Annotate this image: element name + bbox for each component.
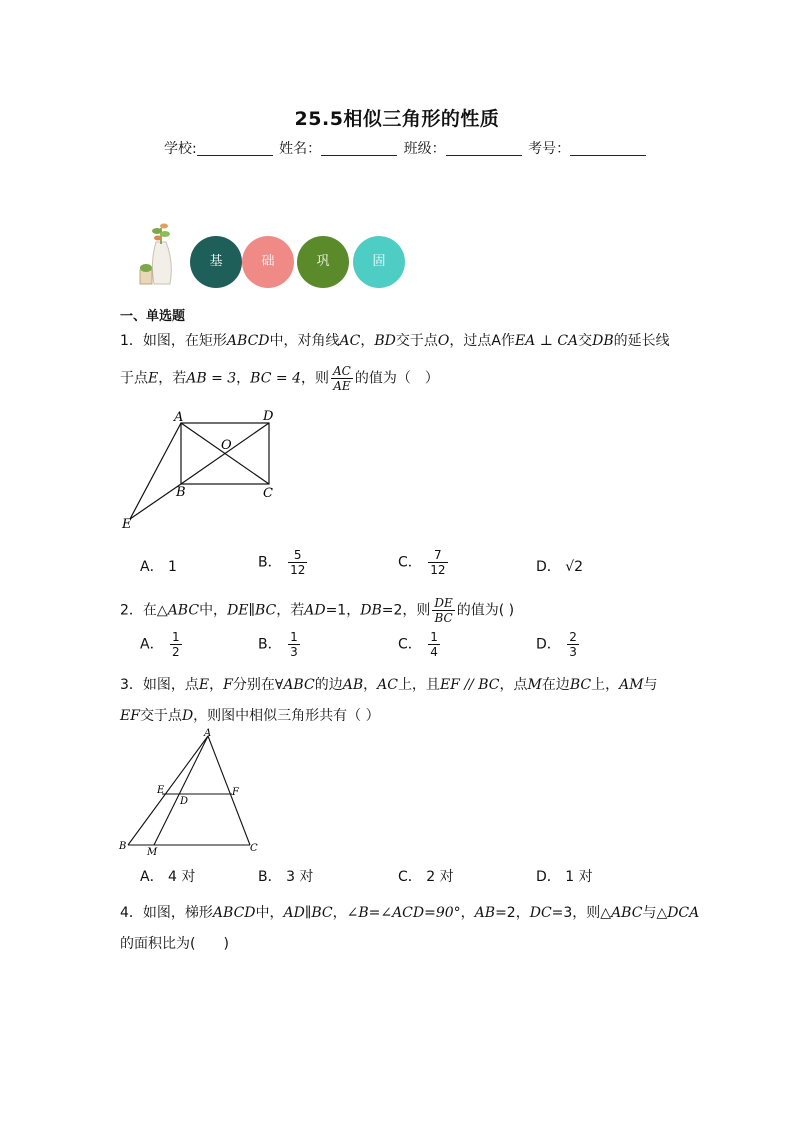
svg-text:C: C bbox=[263, 486, 273, 501]
fraction-ac-over-ae: $\frac{AC}{AE}$ bbox=[332, 364, 351, 393]
svg-text:B: B bbox=[119, 841, 127, 852]
triangle-diagram bbox=[114, 728, 274, 860]
plant-vase-icon bbox=[136, 222, 186, 290]
badge-gong: 巩 bbox=[297, 236, 349, 288]
school-label: 学校: bbox=[164, 141, 197, 157]
name-label: 姓名： bbox=[279, 141, 322, 157]
name-field[interactable] bbox=[321, 141, 397, 156]
q3-option-b[interactable]: B． 3 对 bbox=[258, 869, 314, 885]
class-field[interactable] bbox=[446, 141, 522, 156]
svg-text:C: C bbox=[250, 843, 258, 854]
question-2-line: 2．在△ABC中，DE∥BC，若AD=1，DB=2，则 $\frac{DE}{BC}$ 的值为( ) bbox=[120, 596, 515, 625]
q1-option-b[interactable]: B． $\frac{5}{12}$ bbox=[258, 548, 306, 577]
rectangle-diagram bbox=[118, 404, 288, 534]
q3-option-a[interactable]: A． 4 对 bbox=[140, 869, 196, 885]
exam-number-label: 考号： bbox=[528, 141, 571, 157]
badge-ji: 基 bbox=[190, 236, 242, 288]
badge-gu: 固 bbox=[353, 236, 405, 288]
q2-option-b[interactable]: B． $\frac{1}{3}$ bbox=[258, 630, 298, 659]
question-1-line-1: 1．如图，在矩形ABCD中，对角线AC，BD交于点O，过点A作EA ⊥ CA交DB的延长线 bbox=[120, 333, 670, 349]
question-3-line-1: 3．如图，点E，F分别在∀ABC的边AB，AC上，且EF // BC，点M在边BC上，AM与 bbox=[120, 677, 658, 693]
page-title: 25.5相似三角形的性质 bbox=[294, 108, 500, 130]
q3-option-d[interactable]: D． 1 对 bbox=[536, 869, 593, 885]
svg-text:E: E bbox=[157, 785, 165, 796]
question-1-line-2: 于点E，若AB = 3，BC = 4，则 $\frac{AC}{AE}$ 的值为（ ） bbox=[120, 364, 439, 393]
svg-text:B: B bbox=[176, 485, 186, 500]
school-field[interactable] bbox=[197, 141, 273, 156]
svg-text:E: E bbox=[122, 517, 132, 532]
q1-option-a[interactable]: A． 1 bbox=[140, 559, 177, 575]
svg-text:M: M bbox=[147, 847, 158, 858]
badge-chu: 础 bbox=[242, 236, 294, 288]
q1-option-c[interactable]: C． $\frac{7}{12}$ bbox=[398, 548, 446, 577]
student-info-line bbox=[164, 138, 648, 158]
svg-text:A: A bbox=[174, 410, 184, 425]
svg-text:D: D bbox=[180, 796, 189, 807]
class-label: 班级： bbox=[403, 141, 446, 157]
question-4-line-1: 4．如图，梯形ABCD中，AD∥BC，∠B=∠ACD=90°，AB=2，DC=3，则△ABC与△DCA bbox=[120, 905, 700, 921]
question-4-line-2: 的面积比为( ) bbox=[120, 936, 229, 952]
fraction-de-over-bc: $\frac{DE}{BC}$ bbox=[434, 596, 453, 625]
section-heading: 一、单选题 bbox=[120, 309, 186, 324]
svg-text:A: A bbox=[204, 728, 212, 739]
svg-text:F: F bbox=[232, 787, 239, 798]
q2-option-c[interactable]: C． $\frac{1}{4}$ bbox=[398, 630, 438, 659]
q2-option-a[interactable]: A． $\frac{1}{2}$ bbox=[140, 630, 180, 659]
question-3-line-2: EF交于点D，则图中相似三角形共有（ ） bbox=[120, 708, 380, 724]
q1-option-d[interactable]: D． √2 bbox=[536, 559, 584, 575]
svg-text:D: D bbox=[263, 409, 274, 424]
exam-number-field[interactable] bbox=[570, 141, 646, 156]
q3-option-c[interactable]: C． 2 对 bbox=[398, 869, 454, 885]
svg-text:O: O bbox=[221, 438, 232, 453]
q2-option-d[interactable]: D． $\frac{2}{3}$ bbox=[536, 630, 577, 659]
